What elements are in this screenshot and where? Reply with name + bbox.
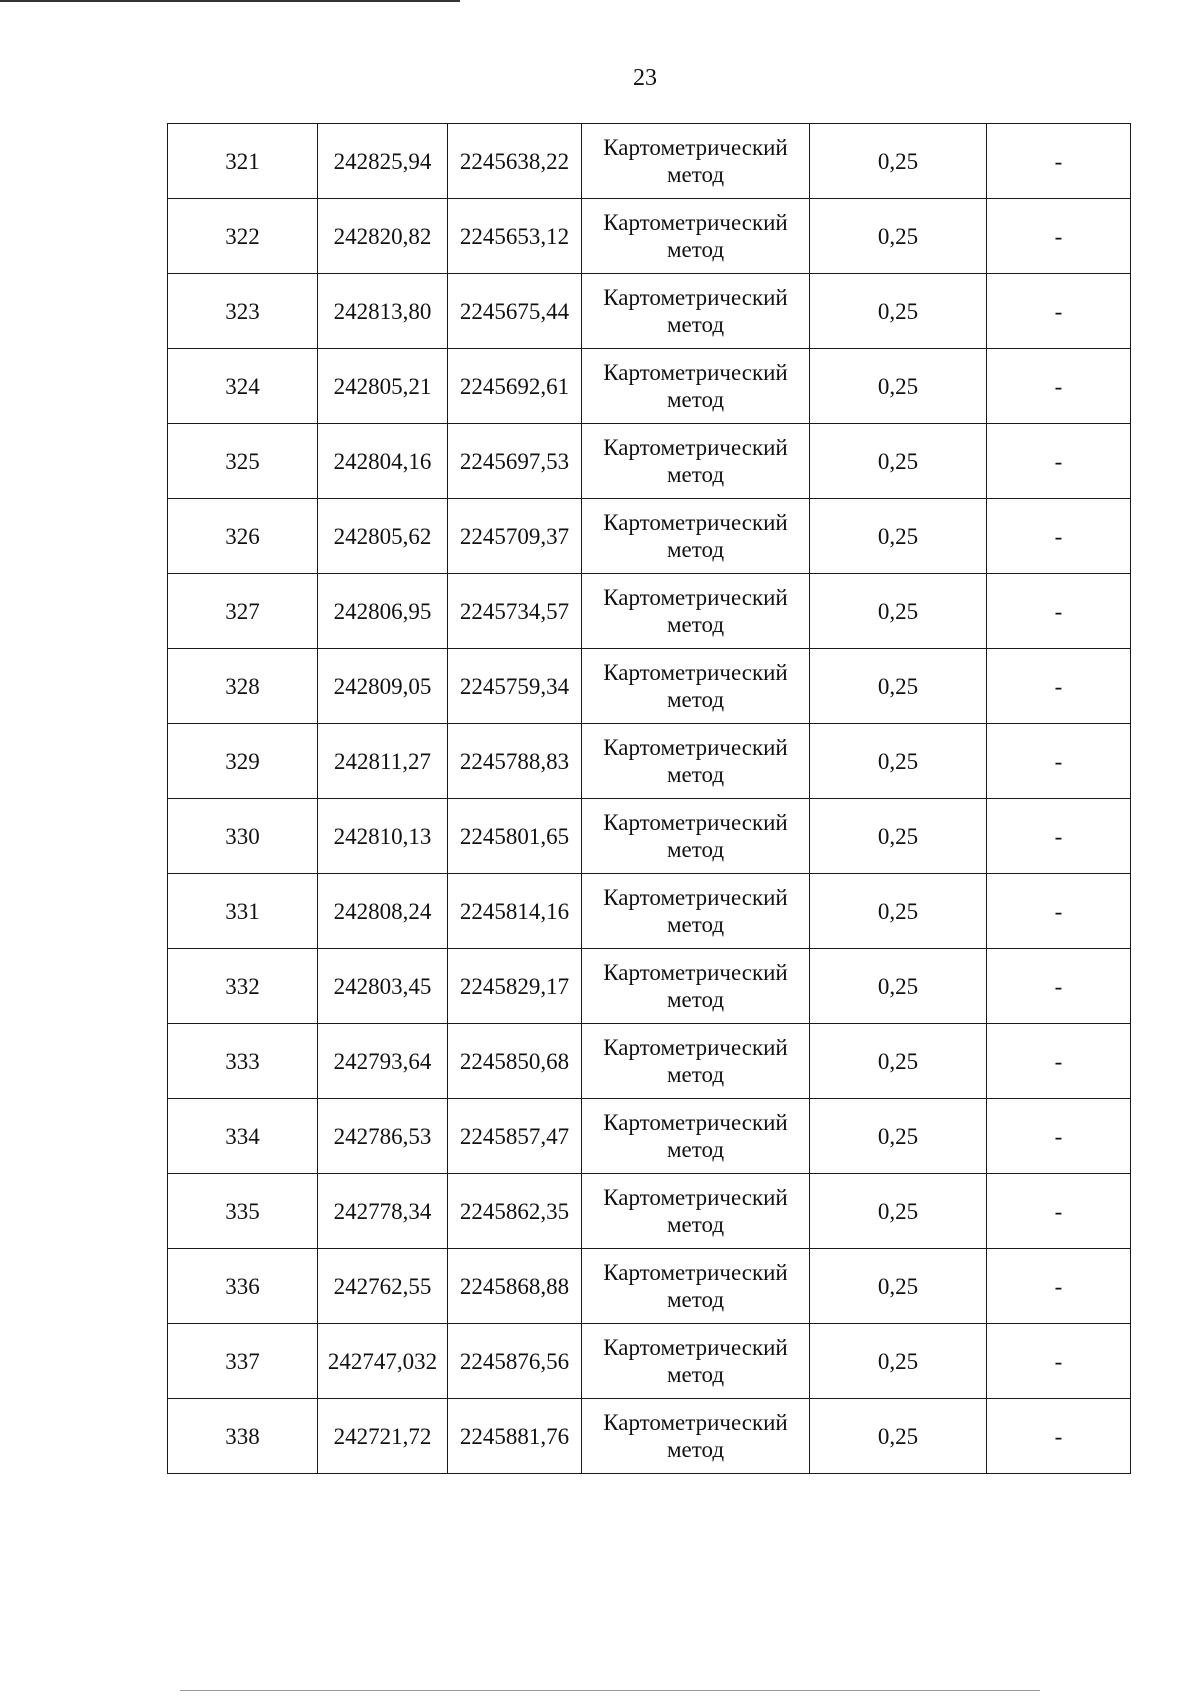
point-number-cell: 334 <box>168 1099 318 1174</box>
method-line-2: метод <box>666 537 725 562</box>
x-coordinate-cell: 242813,80 <box>318 274 448 349</box>
accuracy-cell: 0,25 <box>810 1174 987 1249</box>
method-line-2: метод <box>666 762 725 787</box>
note-cell: - <box>987 424 1131 499</box>
note-cell: - <box>987 724 1131 799</box>
x-coordinate-cell: 242721,72 <box>318 1399 448 1474</box>
table-row <box>168 874 1131 949</box>
method-line-2: метод <box>666 687 725 712</box>
y-coordinate-cell: 2245788,83 <box>448 724 582 799</box>
table-row <box>168 1324 1131 1399</box>
scan-artifact-bottom-line <box>180 1690 1040 1691</box>
method-line-2: метод <box>666 162 725 187</box>
note-cell: - <box>987 124 1131 199</box>
method-line-2: метод <box>666 987 725 1012</box>
method-line-1: Картометрический <box>603 660 788 685</box>
method-line-1: Картометрический <box>603 1410 788 1435</box>
method-line-2: метод <box>666 312 725 337</box>
method-line-2: метод <box>666 1062 725 1087</box>
note-cell: - <box>987 274 1131 349</box>
table-row <box>168 274 1131 349</box>
table-row <box>168 424 1131 499</box>
x-coordinate-cell: 242762,55 <box>318 1249 448 1324</box>
method-line-1: Картометрический <box>603 360 788 385</box>
point-number-cell: 327 <box>168 574 318 649</box>
y-coordinate-cell: 2245697,53 <box>448 424 582 499</box>
method-cell <box>582 1099 810 1174</box>
accuracy-cell: 0,25 <box>810 349 987 424</box>
point-number-cell: 326 <box>168 499 318 574</box>
point-number-cell: 336 <box>168 1249 318 1324</box>
y-coordinate-cell: 2245709,37 <box>448 499 582 574</box>
point-number-cell: 332 <box>168 949 318 1024</box>
accuracy-cell: 0,25 <box>810 1249 987 1324</box>
method-line-1: Картометрический <box>603 285 788 310</box>
note-cell: - <box>987 1249 1131 1324</box>
note-cell: - <box>987 349 1131 424</box>
y-coordinate-cell: 2245801,65 <box>448 799 582 874</box>
accuracy-cell: 0,25 <box>810 124 987 199</box>
method-line-1: Картометрический <box>603 735 788 760</box>
point-number-cell: 325 <box>168 424 318 499</box>
accuracy-cell: 0,25 <box>810 199 987 274</box>
table-row <box>168 799 1131 874</box>
point-number-cell: 337 <box>168 1324 318 1399</box>
method-cell <box>582 874 810 949</box>
method-line-2: метод <box>666 1137 725 1162</box>
method-cell <box>582 799 810 874</box>
accuracy-cell: 0,25 <box>810 874 987 949</box>
method-cell <box>582 499 810 574</box>
coordinates-table-body <box>168 124 1131 1474</box>
point-number-cell: 329 <box>168 724 318 799</box>
point-number-cell: 324 <box>168 349 318 424</box>
accuracy-cell: 0,25 <box>810 424 987 499</box>
method-line-1: Картометрический <box>603 210 788 235</box>
note-cell: - <box>987 1399 1131 1474</box>
y-coordinate-cell: 2245692,61 <box>448 349 582 424</box>
accuracy-cell: 0,25 <box>810 499 987 574</box>
y-coordinate-cell: 2245734,57 <box>448 574 582 649</box>
x-coordinate-cell: 242811,27 <box>318 724 448 799</box>
method-cell <box>582 949 810 1024</box>
note-cell: - <box>987 949 1131 1024</box>
method-cell <box>582 1399 810 1474</box>
method-line-2: метод <box>666 912 725 937</box>
x-coordinate-cell: 242786,53 <box>318 1099 448 1174</box>
point-number-cell: 330 <box>168 799 318 874</box>
accuracy-cell: 0,25 <box>810 1399 987 1474</box>
x-coordinate-cell: 242803,45 <box>318 949 448 1024</box>
table-row <box>168 1024 1131 1099</box>
method-line-1: Картометрический <box>603 1260 788 1285</box>
method-cell <box>582 349 810 424</box>
x-coordinate-cell: 242793,64 <box>318 1024 448 1099</box>
x-coordinate-cell: 242808,24 <box>318 874 448 949</box>
method-cell <box>582 1249 810 1324</box>
x-coordinate-cell: 242806,95 <box>318 574 448 649</box>
coordinates-table <box>167 123 1131 1474</box>
note-cell: - <box>987 499 1131 574</box>
note-cell: - <box>987 199 1131 274</box>
table-row <box>168 124 1131 199</box>
y-coordinate-cell: 2245675,44 <box>448 274 582 349</box>
method-line-1: Картометрический <box>603 1110 788 1135</box>
method-line-1: Картометрический <box>603 135 788 160</box>
note-cell: - <box>987 1174 1131 1249</box>
method-cell <box>582 424 810 499</box>
table-row <box>168 349 1131 424</box>
point-number-cell: 331 <box>168 874 318 949</box>
method-line-2: метод <box>666 612 725 637</box>
point-number-cell: 323 <box>168 274 318 349</box>
point-number-cell: 333 <box>168 1024 318 1099</box>
point-number-cell: 322 <box>168 199 318 274</box>
y-coordinate-cell: 2245881,76 <box>448 1399 582 1474</box>
note-cell: - <box>987 874 1131 949</box>
table-row <box>168 724 1131 799</box>
method-line-1: Картометрический <box>603 585 788 610</box>
note-cell: - <box>987 1324 1131 1399</box>
method-line-1: Картометрический <box>603 1035 788 1060</box>
table-row <box>168 1399 1131 1474</box>
y-coordinate-cell: 2245814,16 <box>448 874 582 949</box>
method-line-2: метод <box>666 462 725 487</box>
table-row <box>168 1174 1131 1249</box>
x-coordinate-cell: 242804,16 <box>318 424 448 499</box>
note-cell: - <box>987 799 1131 874</box>
point-number-cell: 338 <box>168 1399 318 1474</box>
method-cell <box>582 199 810 274</box>
note-cell: - <box>987 649 1131 724</box>
table-row <box>168 649 1131 724</box>
y-coordinate-cell: 2245862,35 <box>448 1174 582 1249</box>
method-cell <box>582 274 810 349</box>
method-line-2: метод <box>666 1437 725 1462</box>
method-line-2: метод <box>666 1362 725 1387</box>
note-cell: - <box>987 1024 1131 1099</box>
method-line-1: Картометрический <box>603 1335 788 1360</box>
page-number: 23 <box>633 65 657 91</box>
method-line-1: Картометрический <box>603 435 788 460</box>
note-cell: - <box>987 1099 1131 1174</box>
y-coordinate-cell: 2245829,17 <box>448 949 582 1024</box>
method-line-2: метод <box>666 1212 725 1237</box>
table-row <box>168 1099 1131 1174</box>
accuracy-cell: 0,25 <box>810 274 987 349</box>
accuracy-cell: 0,25 <box>810 724 987 799</box>
method-line-1: Картометрический <box>603 960 788 985</box>
x-coordinate-cell: 242778,34 <box>318 1174 448 1249</box>
method-cell <box>582 1024 810 1099</box>
method-line-1: Картометрический <box>603 810 788 835</box>
x-coordinate-cell: 242820,82 <box>318 199 448 274</box>
method-line-1: Картометрический <box>603 510 788 535</box>
accuracy-cell: 0,25 <box>810 949 987 1024</box>
method-line-2: метод <box>666 1287 725 1312</box>
method-line-2: метод <box>666 387 725 412</box>
x-coordinate-cell: 242809,05 <box>318 649 448 724</box>
point-number-cell: 328 <box>168 649 318 724</box>
method-line-2: метод <box>666 837 725 862</box>
y-coordinate-cell: 2245638,22 <box>448 124 582 199</box>
accuracy-cell: 0,25 <box>810 649 987 724</box>
x-coordinate-cell: 242747,032 <box>318 1324 448 1399</box>
x-coordinate-cell: 242810,13 <box>318 799 448 874</box>
y-coordinate-cell: 2245868,88 <box>448 1249 582 1324</box>
y-coordinate-cell: 2245850,68 <box>448 1024 582 1099</box>
method-cell <box>582 1324 810 1399</box>
table-row <box>168 1249 1131 1324</box>
method-cell <box>582 1174 810 1249</box>
method-cell <box>582 574 810 649</box>
y-coordinate-cell: 2245857,47 <box>448 1099 582 1174</box>
table-row <box>168 499 1131 574</box>
method-cell <box>582 724 810 799</box>
point-number-cell: 335 <box>168 1174 318 1249</box>
y-coordinate-cell: 2245876,56 <box>448 1324 582 1399</box>
method-line-1: Картометрический <box>603 885 788 910</box>
method-cell <box>582 649 810 724</box>
scan-artifact-top-line <box>0 0 460 2</box>
method-line-2: метод <box>666 237 725 262</box>
y-coordinate-cell: 2245653,12 <box>448 199 582 274</box>
table-row <box>168 199 1131 274</box>
table-row <box>168 949 1131 1024</box>
x-coordinate-cell: 242825,94 <box>318 124 448 199</box>
method-cell <box>582 124 810 199</box>
y-coordinate-cell: 2245759,34 <box>448 649 582 724</box>
accuracy-cell: 0,25 <box>810 1324 987 1399</box>
table-row <box>168 574 1131 649</box>
accuracy-cell: 0,25 <box>810 1024 987 1099</box>
note-cell: - <box>987 574 1131 649</box>
x-coordinate-cell: 242805,21 <box>318 349 448 424</box>
method-line-1: Картометрический <box>603 1185 788 1210</box>
accuracy-cell: 0,25 <box>810 1099 987 1174</box>
point-number-cell: 321 <box>168 124 318 199</box>
accuracy-cell: 0,25 <box>810 799 987 874</box>
accuracy-cell: 0,25 <box>810 574 987 649</box>
x-coordinate-cell: 242805,62 <box>318 499 448 574</box>
